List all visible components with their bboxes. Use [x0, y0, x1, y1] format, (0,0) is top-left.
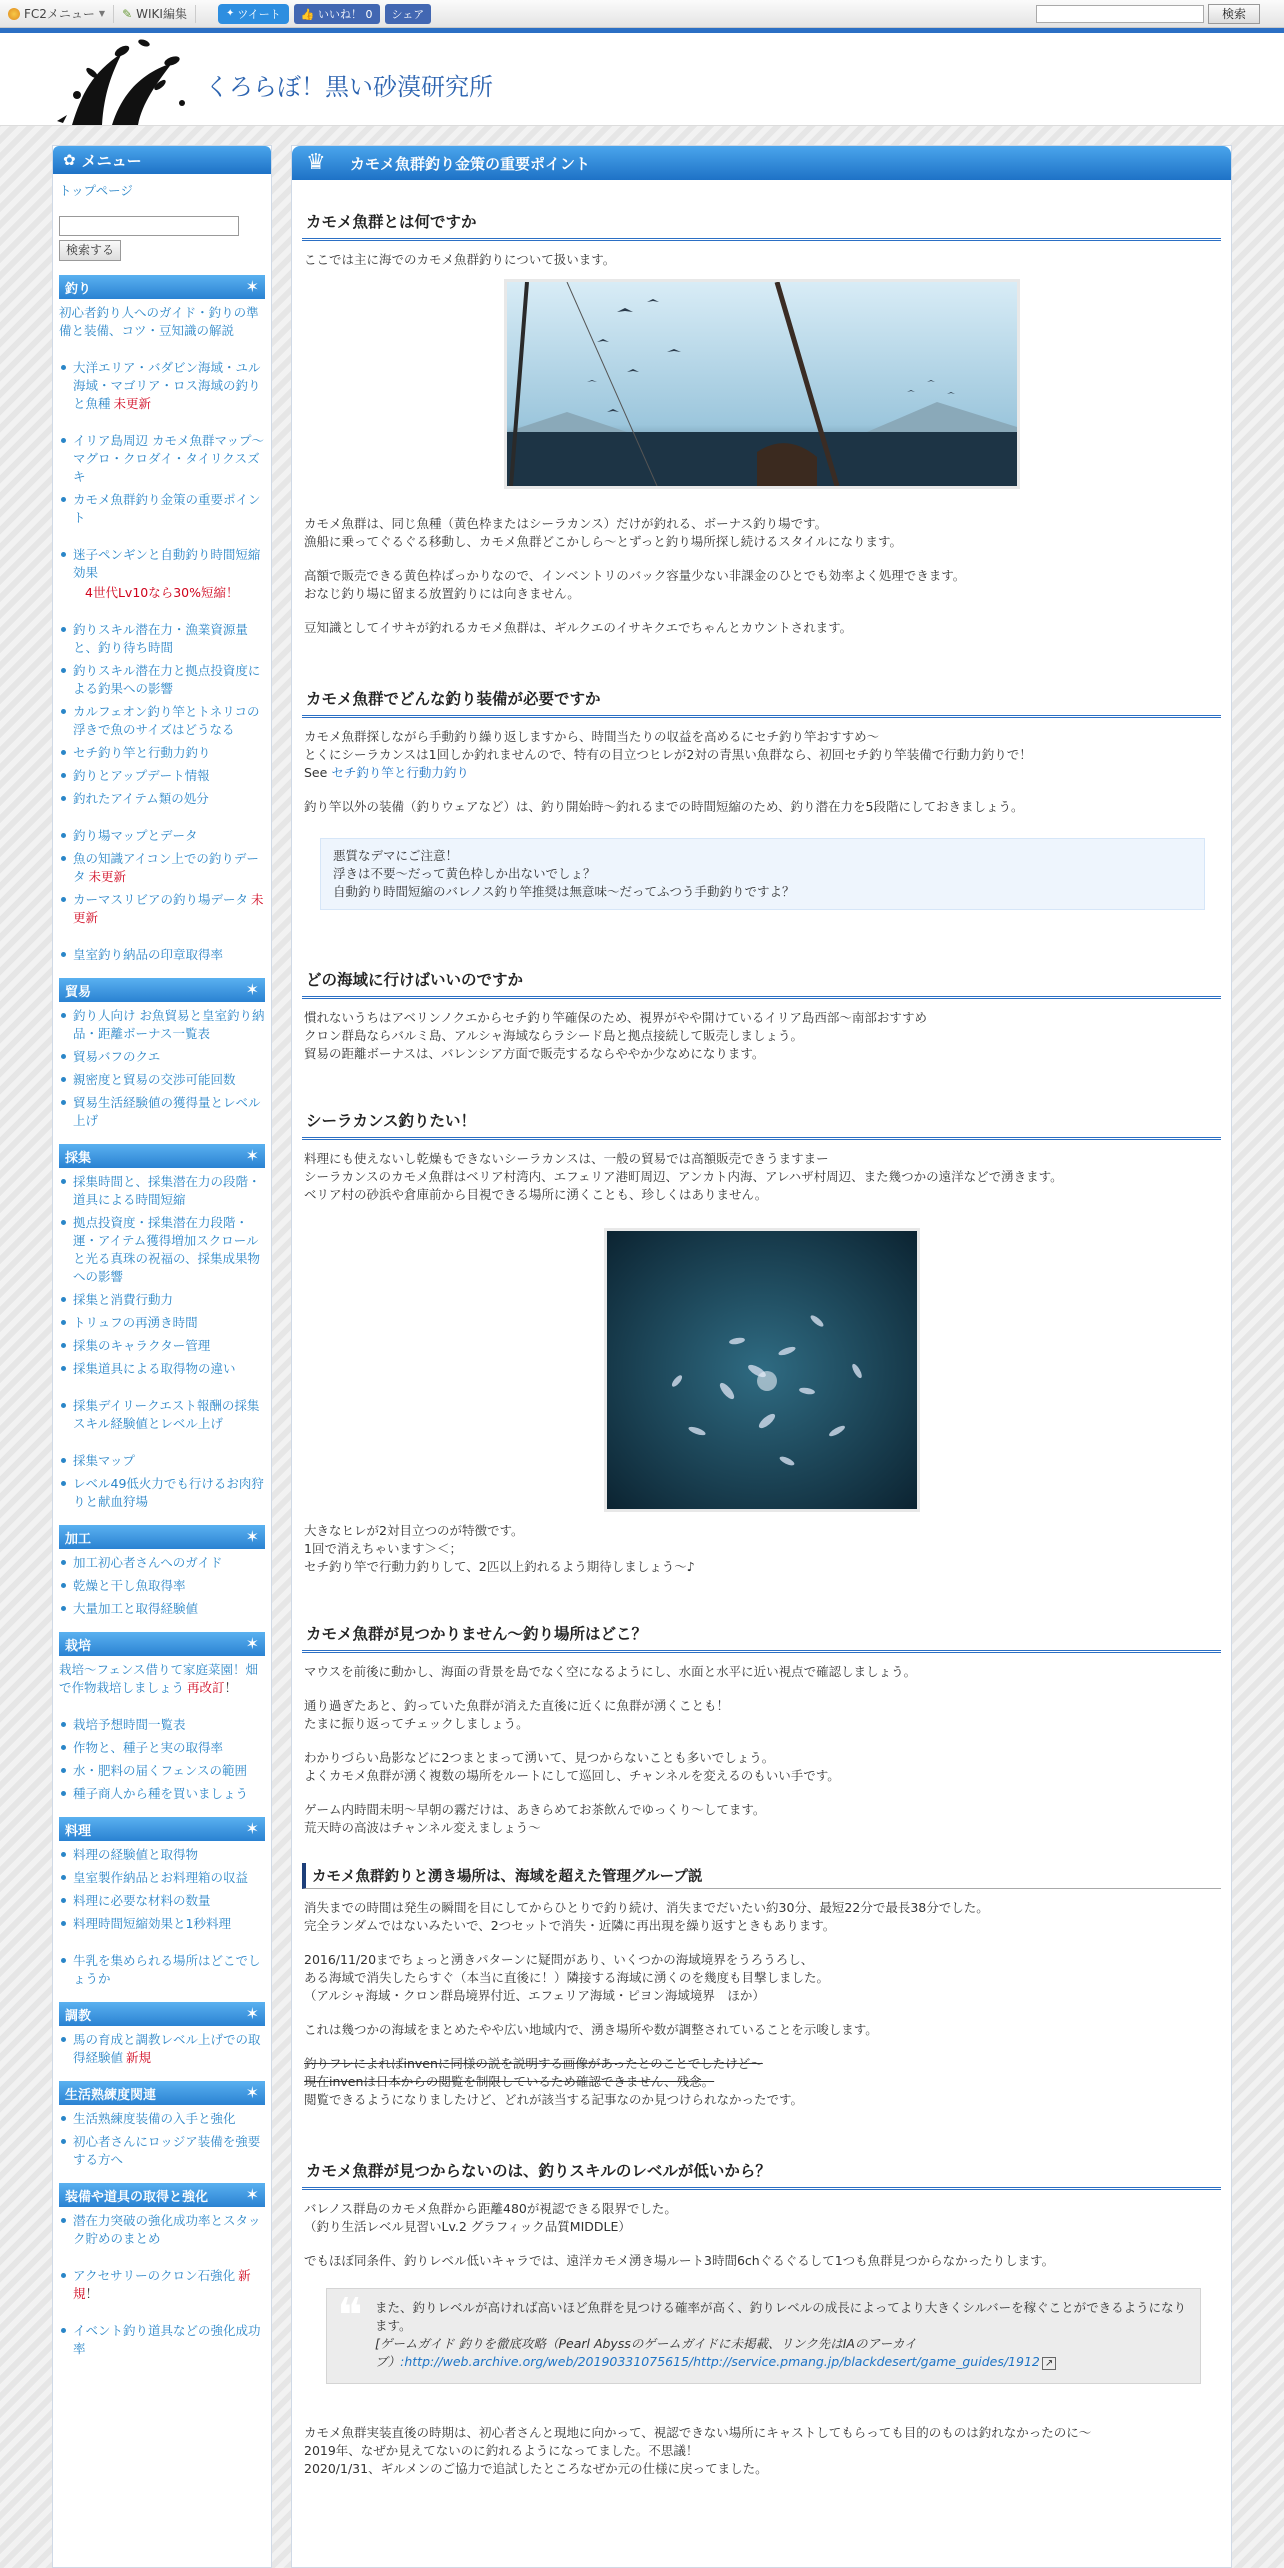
sidebar-item[interactable]: 潜在力突破の強化成功率とスタック貯めのまとめ	[59, 2212, 265, 2248]
spacer	[59, 1378, 265, 1392]
sidebar-item[interactable]: 貿易生活経験値の獲得量とレベル上げ	[59, 1094, 265, 1130]
archive-link[interactable]: :http://web.archive.org/web/20190331075615/http://service.pmang.jp/blackdesert/game_guides/1912	[400, 2354, 1040, 2369]
sidebar-item[interactable]: 大量加工と取得経験値	[59, 1600, 265, 1618]
page-title-bar	[292, 146, 1231, 180]
paragraph: 釣りフレによればinvenに同様の説を説明する画像があったとのことでしたけど～ 現在invenは日本からの閲覧を制限しているため確認できません、残念。 閲覧できるようになりましたけど、どれが該当する記事なのか見つけられなかったです。	[304, 2056, 804, 2107]
share-button[interactable]: シェア	[385, 4, 432, 24]
sidebar-section-links	[53, 1554, 271, 1618]
like-button[interactable]	[294, 4, 380, 24]
sidebar-section-title: 調教	[65, 2008, 92, 2024]
vine-silhouette-icon	[52, 33, 202, 125]
spacer	[59, 413, 265, 427]
sidebar-item[interactable]: 栽培予想時間一覧表	[59, 1716, 265, 1734]
sidebar-item-top-page[interactable]: トップページ	[59, 183, 133, 198]
status-badge: 新規	[126, 2050, 152, 2065]
paragraph: 釣り竿以外の装備（釣りウェアなど）は、釣り開始時～釣れるまでの時間短縮のため、釣り潜在力を5段階にしておきましょう。	[304, 799, 1024, 814]
status-badge: 未更新	[88, 869, 127, 884]
chevron-down-icon: ▼	[98, 9, 106, 18]
sidebar-item[interactable]: 採集デイリークエスト報酬の採集スキル経験値とレベル上げ	[59, 1397, 265, 1433]
spacer	[59, 602, 265, 616]
sidebar-section-links	[53, 2212, 271, 2358]
site-header	[0, 33, 1284, 126]
page-title: カモメ魚群釣り金策の重要ポイント	[350, 154, 591, 173]
flower-icon: ✿	[63, 151, 76, 169]
sidebar-section-header	[59, 2002, 265, 2026]
sidebar-section-header	[59, 978, 265, 1002]
sidebar-item[interactable]: 水・肥料の届くフェンスの範囲	[59, 1762, 265, 1780]
sidebar-item[interactable]: 迷子ペンギンと自動釣り時間短縮効果	[59, 546, 265, 582]
fc2-logo-icon	[8, 8, 20, 20]
sidebar-item[interactable]: 釣り人向け お魚貿易と皇室釣り納品・距離ボーナス一覧表	[59, 1007, 265, 1043]
topbar-search-button[interactable]: 検索	[1208, 4, 1260, 24]
sidebar-item[interactable]: カーマスリビアの釣り場データ 未更新	[59, 891, 265, 927]
section-heading: カモメ魚群とは何ですか	[302, 204, 1221, 241]
section-heading: シーラカンス釣りたい！	[302, 1103, 1221, 1140]
sidebar-section-header	[59, 1817, 265, 1841]
spacer	[59, 2248, 265, 2262]
sidebar-item[interactable]: レベル49低火力でも行けるお肉狩りと献血狩場	[59, 1475, 265, 1511]
sidebar-item[interactable]: 栽培～フェンス借りて家庭菜園！畑で作物栽培しましょう 再改訂！	[59, 1662, 259, 1695]
paragraph: 消失までの時間は発生の瞬間を目にしてからひとりで釣り続け、消失までだいたい約30分、最短22分で最長38分でした。 完全ランダムではないみたいで、2つセットで消失・近隣に再出現を繰り返すときもあります。	[304, 1900, 989, 1933]
wiki-edit[interactable]	[114, 5, 195, 22]
paragraph: バレノス群島のカモメ魚群から距離480が視認できる限界でした。 （釣り生活レベル見習いLv.2 グラフィック品質MIDDLE）	[304, 2201, 677, 2234]
spacer	[59, 2303, 265, 2317]
section-heading: どの海域に行けばいいのですか	[302, 962, 1221, 999]
paragraph: カモメ魚群は、同じ魚種（黄色枠またはシーラカンス）だけが釣れる、ボーナス釣り場です。 漁船に乗ってぐるぐる移動し、カモメ魚群どこかしら～とずっと釣り場所探し続けるスタイルになります。	[304, 516, 903, 549]
seagull-fishing-image	[504, 279, 1020, 489]
sidebar-item[interactable]: 生活熟練度装備の入手と強化	[59, 2110, 265, 2128]
wiki-edit-label: WIKI編集	[136, 7, 187, 21]
sidebar-section-header	[59, 1525, 265, 1549]
paragraph: わかりづらい島影などに2つまとまって湧いて、見つからないことも多いでしょう。 よくカモメ魚群が湧く複数の場所をルートにして巡回し、チャンネルを変えるのもいい手です。	[304, 1750, 840, 1783]
sparkle-icon: ✶	[245, 980, 259, 999]
sidebar-section-title: 料理	[65, 1823, 92, 1839]
paragraph: 料理にも使えないし乾燥もできないシーラカンスは、一般の貿易では高額販売できうますまー シーラカンスのカモメ魚群はベリア村湾内、エフェリア港町周辺、アンカト内海、アレハザ村周辺、また幾つかの遠洋などで湧きます。 ベリア村の砂浜や倉庫前から目視できる場所に湧くことも、珍しくはありません。	[304, 1151, 1063, 1202]
like-label: いいね！ 0	[318, 7, 373, 21]
paragraph: 豆知識としてイサキが釣れるカモメ魚群は、ギルクエのイサキクエでちゃんとカウントされます。	[304, 620, 853, 635]
sidebar-section-title: 加工	[65, 1531, 92, 1547]
sidebar-section-header	[59, 1632, 265, 1656]
sidebar-section-links	[53, 2110, 271, 2169]
blockquote: ❝ また、釣りレベルが高ければ高いほど魚群を見つける確率が高く、釣りレベルの成長によってより大きくシルバーを稼ぐことができるようになります。 [ゲームガイド 釣りを徹底攻略（Pearl Abyssのゲームガイドに未掲載、リンク先はIAのアーカイブ）:http://web.archive.org/web/20190331075615/http://service.pmang.jp/blackdesert/game_guides/1912 ↗	[326, 2288, 1201, 2384]
spacer	[59, 1697, 265, 1711]
sidebar-item[interactable]: トリュフの再湧き時間	[59, 1314, 265, 1332]
sidebar-section-links	[53, 304, 271, 964]
fish-school-icon	[607, 1231, 917, 1509]
spacer	[59, 1933, 265, 1947]
edit-icon: ✎	[122, 6, 133, 21]
seagull-scene-icon	[507, 282, 1017, 486]
status-badge: 未更新	[73, 892, 264, 925]
sidebar-search-button[interactable]: 検索する	[59, 240, 121, 261]
sidebar-item[interactable]: 乾燥と干し魚取得率	[59, 1577, 265, 1595]
sidebar-menu-header	[53, 146, 271, 174]
sidebar-item[interactable]: 皇室釣り納品の印章取得率	[59, 946, 265, 964]
paragraph: マウスを前後に動かし、海面の背景を島でなく空になるようにし、水面と水平に近い視点で確認しましょう。	[304, 1664, 917, 1679]
section-heading: カモメ魚群でどんな釣り装備が必要ですか	[302, 681, 1221, 718]
sidebar-section-links	[53, 1661, 271, 1803]
sidebar-search-input[interactable]	[59, 216, 239, 236]
sidebar-item[interactable]: 採集と消費行動力	[59, 1291, 265, 1309]
sidebar-item[interactable]: セチ釣り竿と行動力釣り	[59, 744, 265, 762]
paragraph: カモメ魚群実装直後の時期は、初心者さんと現地に向かって、視認できない場所にキャストしてもらっても目的のものは釣れなかったのに～ 2019年、なぜか見えてないのに釣れるようになってました。不思議！ 2020/1/31、ギルメンのご協力で追試したところなぜか元の仕様に戻ってました。	[304, 2425, 1092, 2476]
sidebar-item[interactable]: 釣りスキル潜在力・漁業資源量と、釣り待ち時間	[59, 621, 265, 657]
paragraph: 大きなヒレが2対目立つのが特徴です。 1回で消えちゃいます＞＜； セチ釣り竿で行動力釣りして、2匹以上釣れるよう期待しましょう～♪	[304, 1523, 695, 1574]
paragraph: でもほぼ同条件、釣りレベル低いキャラでは、遠洋カモメ湧き場ルート3時間6chぐるぐるして1つも魚群見つからなかったりします。	[304, 2253, 1055, 2268]
sidebar-item[interactable]: 採集のキャラクター管理	[59, 1337, 265, 1355]
divider	[195, 5, 196, 23]
subsection-heading: カモメ魚群釣りと湧き場所は、海域を超えた管理グループ説	[302, 1863, 1221, 1889]
sidebar-section-links	[53, 2031, 271, 2067]
spacer	[59, 527, 265, 541]
sidebar-section-links	[53, 1846, 271, 1988]
spacer	[59, 808, 265, 822]
sidebar-section-header	[59, 2183, 265, 2207]
warning-note: 悪質なデマにご注意！ 浮きは不要～だって黄色枠しか出ないでしょ？ 自動釣り時間短縮のバレノス釣り竿推奨は無意味～だってふつう手動釣りですよ？	[320, 838, 1205, 910]
sidebar-section-title: 採集	[65, 1150, 92, 1166]
status-badge: 再改訂	[187, 1680, 225, 1695]
paragraph: ここでは主に海でのカモメ魚群釣りについて扱います。	[304, 252, 616, 267]
sparkle-icon: ✶	[245, 1527, 259, 1546]
sidebar-item[interactable]: 料理に必要な材料の数量	[59, 1892, 265, 1910]
tweet-button[interactable]	[218, 4, 289, 24]
sidebar-item[interactable]: 加工初心者さんへのガイド	[59, 1554, 265, 1572]
sidebar-item[interactable]: 皇室製作納品とお料理箱の収益	[59, 1869, 265, 1887]
bird-icon: ✦	[225, 8, 235, 19]
sidebar-item[interactable]: 釣りスキル潜在力と拠点投資度による釣果への影響	[59, 662, 265, 698]
sidebar-item[interactable]: 拠点投資度・採集潜在力段階・運・アイテム獲得増加スクロールと光る真珠の祝福の、採集成果物への影響	[59, 1214, 265, 1286]
status-badge: 未更新	[113, 396, 152, 411]
sidebar-item[interactable]: 料理の経験値と取得物	[59, 1846, 265, 1864]
sidebar-item[interactable]: 大洋エリア・バダビン海域・ユル海域・マゴリア・ロス海域の釣りと魚種 未更新	[59, 359, 265, 413]
top-bar	[0, 0, 1284, 28]
paragraph: 高額で販売できる黄色枠ばっかりなので、インベントリのバック容量少ない非課金のひとでも効率よく処理できます。 おなじ釣り場に留まる放置釣りには向きません。	[304, 568, 966, 601]
fc2-menu[interactable]	[0, 5, 113, 22]
sidebar-item[interactable]: 採集時間と、採集潜在力の段階・道具による時間短縮	[59, 1173, 265, 1209]
sparkle-icon: ✶	[245, 1819, 259, 1838]
sidebar-section-title: 釣り	[65, 281, 92, 297]
sidebar-section-title: 装備や道具の取得と強化	[65, 2189, 209, 2205]
spacer	[59, 927, 265, 941]
crown-icon: ♛	[306, 150, 326, 175]
sidebar-item[interactable]: 親密度と貿易の交渉可能回数	[59, 1071, 265, 1089]
sidebar-item[interactable]: 牛乳を集められる場所はどこでしょうか	[59, 1952, 265, 1988]
paragraph: 通り過ぎたあと、釣っていた魚群が消えた直後に近くに魚群が湧くことも！ たまに振り返ってチェックしましょう。	[304, 1698, 730, 1731]
site-title[interactable]: くろらぼ！黒い砂漠研究所	[205, 73, 493, 101]
sidebar-item[interactable]: 釣りとアップデート情報	[59, 767, 265, 785]
sidebar-menu-title: メニュー	[81, 151, 142, 170]
sidebar-section-title: 貿易	[65, 984, 92, 1000]
paragraph: これは幾つかの海域をまとめたやや広い地域内で、湧き場所や数が調整されていることを示唆します。	[304, 2022, 878, 2037]
spacer	[59, 340, 265, 354]
sparkle-icon: ✶	[245, 2083, 259, 2102]
sidebar-section-title: 栽培	[65, 1638, 92, 1654]
thumbs-up-icon: 👍	[300, 7, 315, 21]
external-link-icon: ↗	[1042, 2357, 1056, 2370]
sparkle-icon: ✶	[245, 1146, 259, 1165]
paragraph: 2016/11/20までちょっと湧きパターンに疑問があり、いくつかの海域境界をうろうろし、 ある海域で消失したらすぐ（本当に直後に！）隣接する海域に湧くのを幾度も目撃しました。 （アルシャ海域・クロン群島境界付近、エフェリア海域・ピヨン海域境界 ほか）	[304, 1952, 830, 2003]
paragraph: ゲーム内時間未明～早朝の霧だけは、あきらめてお茶飲んでゆっくり～してます。 荒天時の高波はチャンネル変えましょう～	[304, 1802, 766, 1835]
sidebar-item[interactable]: 種子商人から種を買いましょう	[59, 1785, 265, 1803]
sidebar-section-header	[59, 2081, 265, 2105]
sidebar-item[interactable]: 採集道具による取得物の違い	[59, 1360, 265, 1378]
sidebar-item[interactable]: 貿易バフのクエ	[59, 1048, 265, 1066]
section-heading: カモメ魚群が見つかりません～釣り場所はどこ？	[302, 1616, 1221, 1653]
sidebar-section-header	[59, 275, 265, 299]
article	[292, 204, 1231, 2478]
sparkle-icon: ✶	[245, 277, 259, 296]
sparkle-icon: ✶	[245, 2004, 259, 2023]
sidebar	[52, 145, 272, 2568]
spacer	[59, 1433, 265, 1447]
topbar-search-input[interactable]	[1036, 5, 1204, 23]
section-heading: カモメ魚群が見つからないのは、釣りスキルのレベルが低いから？	[302, 2153, 1221, 2190]
sidebar-item[interactable]: 釣り場マップとデータ	[59, 827, 265, 845]
sidebar-item[interactable]: カモメ魚群釣り金策の重要ポイント	[59, 491, 265, 527]
status-badge: 新規	[73, 2268, 251, 2301]
sidebar-item[interactable]: 作物と、種子と実の取得率	[59, 1739, 265, 1757]
fc2-menu-label: FC2メニュー	[24, 7, 95, 21]
sidebar-section-links	[53, 1007, 271, 1130]
sidebar-section-header	[59, 1144, 265, 1168]
sidebar-item[interactable]: 魚の知識アイコン上での釣りデータ 未更新	[59, 850, 265, 886]
sidebar-item[interactable]: アクセサリーのクロン石強化 新規！	[59, 2267, 265, 2303]
paragraph: 慣れないうちはアベリンノクエからセチ釣り竿確保のため、視界がやや開けているイリア島西部～南部おすすめ クロン群島ならバルミ島、アルシャ海域ならラシード島と拠点接続して販売しましょう。 貿易の距離ボーナスは、バレンシア方面で販売するならややか少なめになります。	[304, 1010, 928, 1061]
sidebar-sections	[53, 275, 271, 2358]
quote-icon: ❝	[337, 2288, 363, 2344]
main-content	[291, 145, 1232, 2568]
sparkle-icon: ✶	[245, 2185, 259, 2204]
sidebar-item[interactable]: 料理時間短縮効果と1秒料理	[59, 1915, 265, 1933]
paragraph: カモメ魚群探しながら手動釣り繰り返しますから、時間当たりの収益を高めるにセチ釣り竿おすすめ～ とくにシーラカンスは1回しか釣れませんので、特有の目立つヒレが2対の青黒い魚群なら、初回セチ釣り竿装備で行動力釣りで！ See セチ釣り竿と行動力釣り	[304, 729, 1032, 780]
sparkle-icon: ✶	[245, 1634, 259, 1653]
sidebar-item[interactable]: 馬の育成と調教レベル上げでの取得経験値 新規	[59, 2031, 265, 2067]
sidebar-item[interactable]: イリア島周辺 カモメ魚群マップ～マグロ・クロダイ・タイリクスズキ	[59, 432, 265, 486]
sidebar-item[interactable]: 採集マップ	[59, 1452, 265, 1470]
coelacanth-school-image	[604, 1228, 920, 1512]
sidebar-section-title: 生活熟練度関連	[65, 2087, 157, 2103]
sidebar-section-links	[53, 1173, 271, 1511]
sidebar-item[interactable]: カルフェオン釣り竿とトネリコの浮きで魚のサイズはどうなる	[59, 703, 265, 739]
sidebar-item[interactable]: イベント釣り道具などの強化成功率	[59, 2322, 265, 2358]
tweet-label: ツイート	[237, 7, 281, 21]
sidebar-item[interactable]: 初心者さんにロッジア装備を強要する方へ	[59, 2133, 265, 2169]
sidebar-item: 4世代Lv10なら30%短縮！	[85, 585, 239, 600]
link-sechi-rod[interactable]: セチ釣り竿と行動力釣り	[331, 765, 469, 780]
sidebar-item[interactable]: 釣れたアイテム類の処分	[59, 790, 265, 808]
sidebar-item[interactable]: 初心者釣り人へのガイド・釣りの準備と装備、コツ・豆知識の解説	[59, 305, 259, 338]
